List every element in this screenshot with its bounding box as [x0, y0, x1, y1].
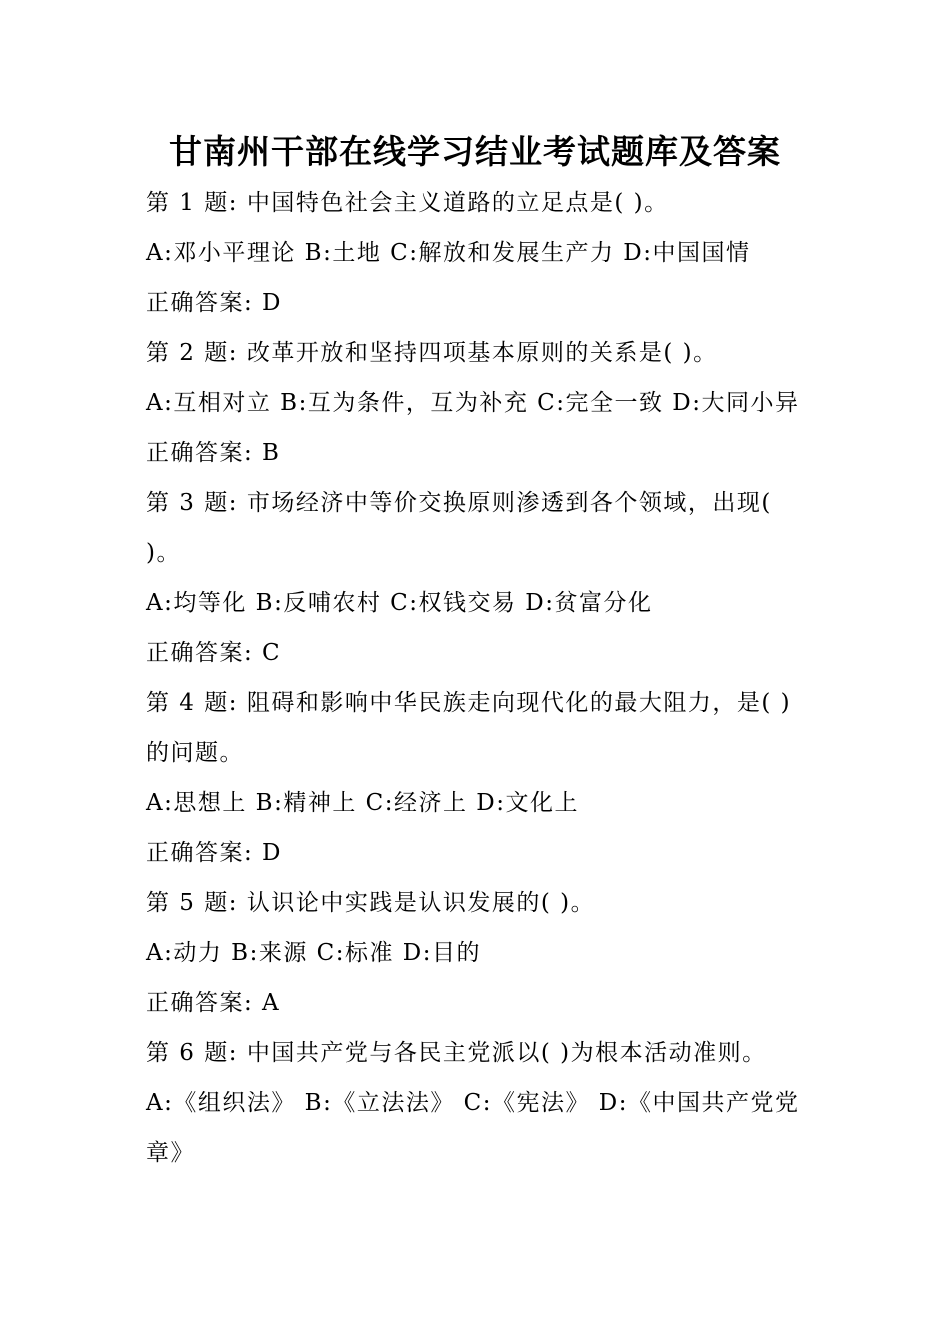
question-item-4 — [146, 678, 808, 878]
question-item-6 — [146, 1028, 808, 1178]
question-text: 第 2 题: 改革开放和坚持四项基本原则的关系是( )。 — [146, 340, 718, 366]
question-answer: 正确答案: A — [146, 990, 281, 1016]
question-text: 第 4 题: 阻碍和影响中华民族走向现代化的最大阻力，是( )的问题。 — [146, 690, 792, 766]
question-answer: 正确答案: C — [146, 640, 282, 666]
question-options: A:邓小平理论 B:土地 C:解放和发展生产力 D:中国国情 — [146, 240, 751, 266]
question-options: A:均等化 B:反哺农村 C:权钱交易 D:贫富分化 — [146, 590, 653, 616]
question-options: A:互相对立 B:互为条件，互为补充 C:完全一致 D:大同小异 — [146, 390, 800, 416]
question-text: 第 6 题: 中国共产党与各民主党派以( )为根本活动准则。 — [146, 1040, 767, 1066]
question-item-1 — [146, 178, 808, 328]
question-answer: 正确答案: D — [146, 290, 283, 316]
question-item-2 — [146, 328, 808, 478]
question-answer: 正确答案: B — [146, 440, 281, 466]
question-text: 第 5 题: 认识论中实践是认识发展的( )。 — [146, 890, 596, 916]
question-answer: 正确答案: D — [146, 840, 283, 866]
question-item-3 — [146, 478, 808, 678]
question-options: A:思想上 B:精神上 C:经济上 D:文化上 — [146, 790, 579, 816]
document-title: 甘南州干部在线学习结业考试题库及答案 — [169, 132, 781, 171]
question-text: 第 1 题: 中国特色社会主义道路的立足点是( )。 — [146, 190, 669, 216]
question-item-5 — [146, 878, 808, 1028]
question-list — [146, 178, 808, 1178]
question-options: A:《组织法》 B:《立法法》 C:《宪法》 D:《中国共产党党章》 — [146, 1090, 800, 1166]
question-text: 第 3 题: 市场经济中等价交换原则渗透到各个领域，出现( )。 — [146, 490, 781, 566]
question-options: A:动力 B:来源 C:标准 D:目的 — [146, 940, 481, 966]
